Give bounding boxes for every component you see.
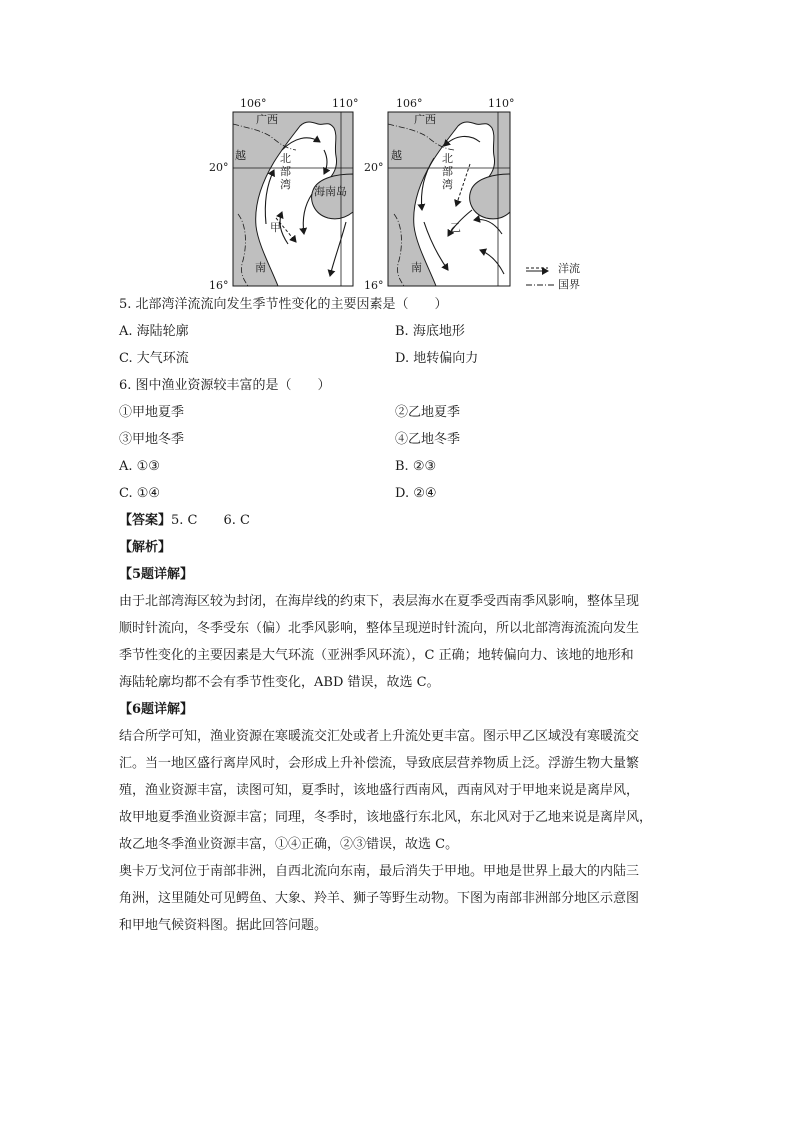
legend: [526, 268, 554, 285]
right-label-yi: 乙: [450, 221, 461, 234]
right-lon-106: 106°: [396, 97, 423, 110]
q6-option-d: D. ②④: [395, 486, 437, 501]
q5-stem: 5. 北部湾洋流流向发生季节性变化的主要因素是（ ）: [119, 297, 448, 312]
q6-detail-line-2: 汇。当一地区盛行离岸风时，会形成上升补偿流，导致底层营养物质上泛。浮游生物大量繁: [119, 756, 640, 771]
left-lon-110: 110°: [332, 97, 359, 110]
left-label-hainan: 海南岛: [314, 185, 347, 198]
right-label-guangxi: 广西: [414, 113, 436, 126]
q5-detail-line-3: 季节性变化的主要因素是大气环流（亚洲季风环流），C 正确；地转偏向力、该地的地形和: [119, 648, 634, 663]
right-label-gulf-1: 北: [442, 152, 453, 165]
left-label-gulf-2: 部: [280, 165, 291, 178]
q5-option-c: C. 大气环流: [119, 351, 189, 366]
legend-border-label: 国界: [558, 278, 580, 291]
right-label-nan: 南: [411, 261, 422, 274]
right-label-gulf-3: 湾: [442, 178, 453, 191]
q6-item-4: ④乙地冬季: [395, 432, 461, 447]
answer-label: 【答案】: [119, 513, 172, 528]
legend-current-label: 洋流: [558, 262, 580, 275]
left-label-guangxi: 广西: [256, 113, 278, 126]
right-lat-20: 20°: [364, 161, 384, 174]
left-label-yue: 越: [235, 149, 246, 162]
q6-option-b: B. ②③: [395, 459, 437, 474]
q5-detail-line-2: 顺时针流向，冬季受东（偏）北季风影响，整体呈现逆时针流向，所以北部湾海流流向发生: [119, 621, 640, 636]
right-label-gulf-2: 部: [442, 165, 453, 178]
intro-line-2: 角洲，这里随处可见鳄鱼、大象、羚羊、狮子等野生动物。下图为南部非洲部分地区示意图: [119, 891, 640, 906]
q5-option-a: A. 海陆轮廓: [119, 324, 189, 339]
right-map: [388, 112, 510, 286]
left-lat-16: 16°: [209, 279, 229, 292]
answer-text: 5. C 6. C: [171, 513, 250, 528]
q5-detail-line-4: 海陆轮廓均都不会有季节性变化，ABD 错误，故选 C。: [119, 675, 440, 690]
q5-detail-line-1: 由于北部湾海区较为封闭，在海岸线的约束下，表层海水在夏季受西南季风影响，整体呈现: [119, 594, 640, 609]
q6-item-1: ①甲地夏季: [119, 405, 185, 420]
left-label-gulf-1: 北: [280, 152, 291, 165]
left-label-jia: 甲: [270, 221, 281, 234]
right-label-yue: 越: [391, 149, 402, 162]
q5-option-b: B. 海底地形: [395, 324, 465, 339]
left-lat-20: 20°: [209, 161, 229, 174]
right-lon-110: 110°: [488, 97, 515, 110]
q6-detail-line-1: 结合所学可知，渔业资源在寒暖流交汇处或者上升流处更丰富。图示甲乙区域没有寒暖流交: [119, 729, 640, 744]
q6-option-a: A. ①③: [119, 459, 160, 474]
q6-detail-line-4: 故甲地夏季渔业资源丰富；同理，冬季时，该地盛行东北风，东北风对于乙地来说是离岸风，: [119, 810, 653, 825]
q5-option-d: D. 地转偏向力: [395, 351, 479, 366]
q6-detail-line-3: 殖，渔业资源丰富，读图可知，夏季时，该地盛行西南风，西南风对于甲地来说是离岸风，: [119, 783, 640, 798]
intro-line-3: 和甲地气候资料图。据此回答问题。: [119, 918, 328, 933]
q6-detail-line-5: 故乙地冬季渔业资源丰富，①④正确，②③错误，故选 C。: [119, 837, 459, 852]
analysis-label: 【解析】: [119, 540, 172, 555]
left-label-gulf-3: 湾: [280, 178, 291, 191]
left-label-nan: 南: [255, 261, 266, 274]
left-lon-106: 106°: [240, 97, 267, 110]
intro-line-1: 奥卡万戈河位于南部非洲，自西北流向东南，最后消失于甲地。甲地是世界上最大的内陆三: [119, 864, 640, 879]
q5-detail-label: 【5题详解】: [119, 567, 194, 582]
answer-line: [119, 511, 250, 531]
right-lat-16: 16°: [364, 279, 384, 292]
q6-detail-label: 【6题详解】: [119, 702, 194, 717]
q6-item-3: ③甲地冬季: [119, 432, 185, 447]
q6-stem: 6. 图中渔业资源较丰富的是（ ）: [119, 378, 331, 393]
q6-option-c: C. ①④: [119, 486, 161, 501]
q6-item-2: ②乙地夏季: [395, 405, 461, 420]
ocean-current-maps: [208, 94, 588, 294]
